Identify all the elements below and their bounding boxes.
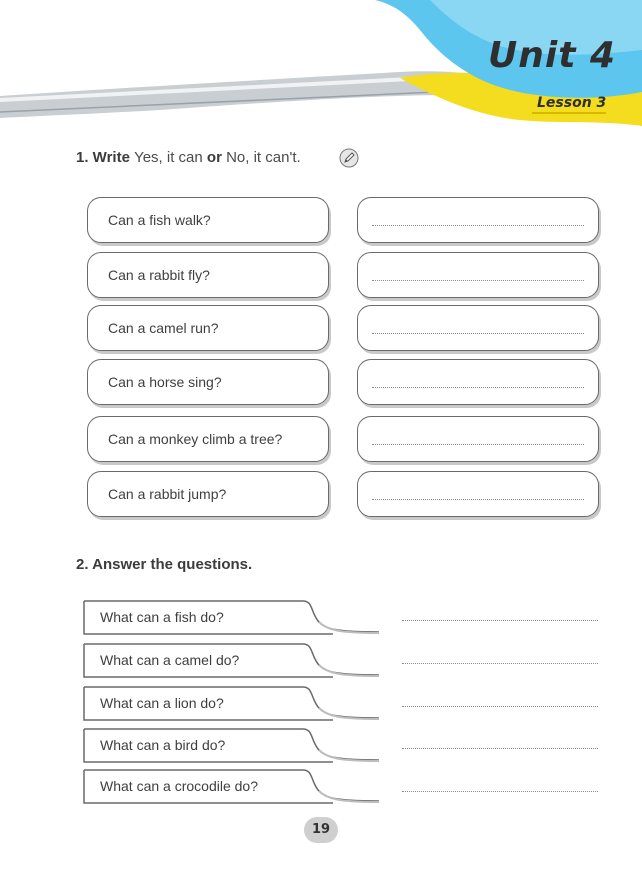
answer-line: [372, 444, 584, 445]
answer-box[interactable]: [357, 359, 599, 405]
question-tab: [83, 769, 379, 805]
answer-box[interactable]: [357, 471, 599, 517]
answer-box[interactable]: [357, 416, 599, 462]
answer-line[interactable]: [402, 620, 598, 621]
question-text: What can a lion do?: [100, 695, 224, 711]
instruction-or: or: [206, 149, 222, 166]
option-yes: Yes, it can: [134, 149, 203, 166]
question-box: Can a fish walk?: [87, 197, 329, 243]
question-text: What can a crocodile do?: [100, 778, 258, 794]
page-number: 19: [304, 817, 338, 843]
pencil-icon: [339, 148, 359, 168]
exercise-2-instruction: 2. Answer the questions.: [76, 556, 253, 573]
question-tab: [83, 728, 379, 764]
answer-box[interactable]: [357, 305, 599, 351]
question-text: What can a fish do?: [100, 609, 224, 625]
question-box: Can a camel run?: [87, 305, 329, 351]
question-box: Can a rabbit jump?: [87, 471, 329, 517]
question-tab: [83, 600, 379, 636]
instruction-prefix: 1. Write: [76, 149, 130, 166]
answer-line[interactable]: [402, 791, 598, 792]
question-text: What can a bird do?: [100, 737, 226, 753]
answer-line: [372, 333, 584, 334]
exercise-1-instruction: [76, 148, 301, 168]
question-box: Can a horse sing?: [87, 359, 329, 405]
lesson-label: Lesson 3: [537, 95, 607, 111]
answer-line: [372, 387, 584, 388]
answer-box[interactable]: [357, 197, 599, 243]
question-tab: [83, 686, 379, 722]
answer-line[interactable]: [402, 748, 598, 749]
option-no: No, it can't.: [226, 149, 301, 166]
answer-box[interactable]: [357, 252, 599, 298]
question-text: What can a camel do?: [100, 652, 240, 668]
answer-line[interactable]: [402, 706, 598, 707]
question-box: Can a rabbit fly?: [87, 252, 329, 298]
answer-line: [372, 225, 584, 226]
unit-title: Unit 4: [488, 35, 616, 76]
question-tab: [83, 643, 379, 679]
answer-line: [372, 280, 584, 281]
answer-line: [372, 499, 584, 500]
question-box: Can a monkey climb a tree?: [87, 416, 329, 462]
answer-line[interactable]: [402, 663, 598, 664]
